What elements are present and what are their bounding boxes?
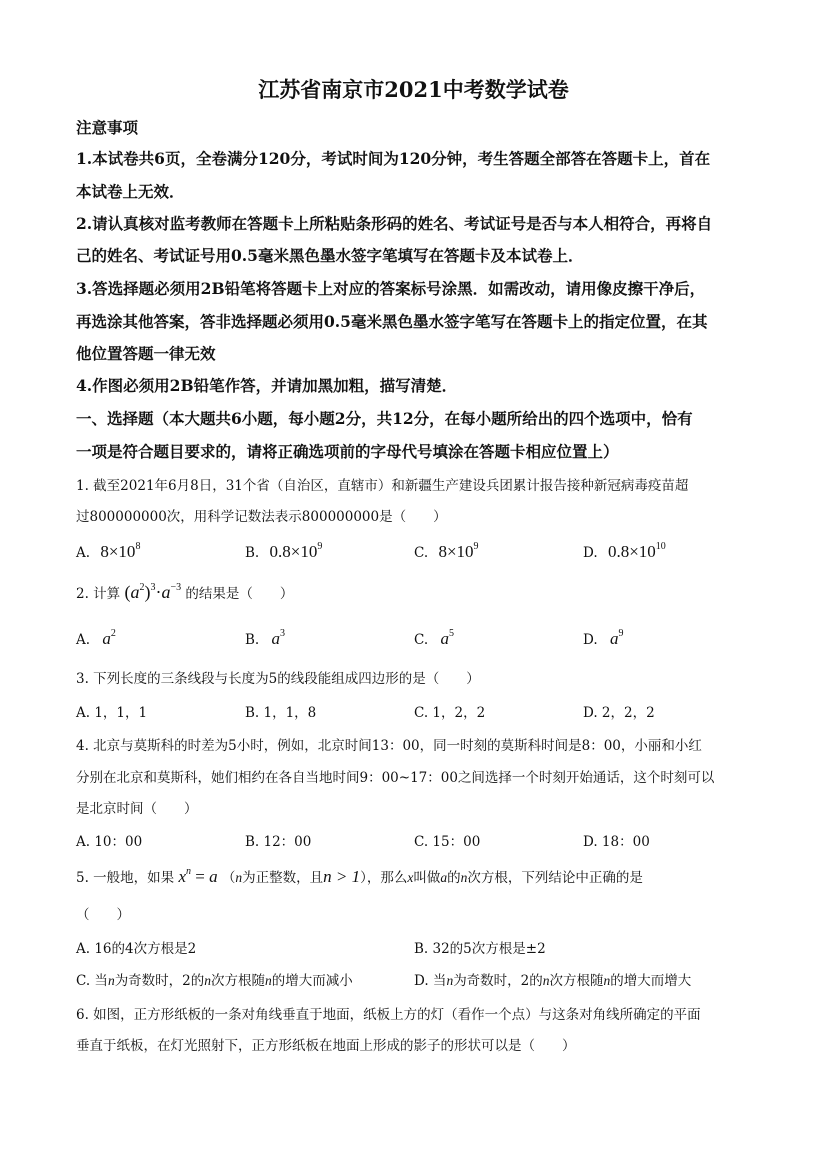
question-2-option-a: A. $a^2$ [76, 628, 116, 648]
question-2-option-d: D. $a^9$ [583, 628, 624, 648]
question-4-option-b: B. 12：00 [245, 834, 312, 850]
notice-heading: 注意事项 [76, 118, 139, 137]
question-2-stem: 2. 计算 $(a^2)^3\cdot a^{-3}$ 的结果是（ ） [76, 582, 294, 602]
note-4: 4.作图必须用2B铅笔作答，并请加黑加粗，描写清楚． [76, 376, 458, 395]
question-2-expression: $(a^2)^3\cdot a^{-3}$ [124, 582, 182, 602]
note-1-line-2: 本试卷上无效． [76, 182, 185, 201]
question-6-line-1: 6. 如图，正方形纸板的一条对角线垂直于地面，纸板上方的灯（看作一个点）与这条对角线所确定的平面 [76, 1007, 701, 1023]
question-4-line-3: 是北京时间（ ） [76, 801, 198, 817]
question-2-option-b: B. $a^3$ [245, 628, 286, 648]
note-3-line-2: 再选涂其他答案，答非选择题必须用0.5毫米黑色墨水签字笔写在答题卡上的指定位置，在其 [76, 312, 708, 331]
question-5-option-a: A. 16的4次方根是2 [76, 941, 197, 957]
page-title: 江苏省南京市2021中考数学试卷 [258, 77, 569, 102]
question-1-line-1: 1. 截至2021年6月8日，31个省（自治区，直辖市）和新疆生产建设兵团累计报告接种新冠病毒疫苗超 [76, 478, 689, 494]
question-1-option-b: B. $0.8\times 10^9$ [245, 541, 323, 561]
question-6-line-2: 垂直于纸板，在灯光照射下，正方形纸板在地面上形成的影子的形状可以是（ ） [76, 1038, 576, 1054]
question-2-option-c: C. $a^5$ [414, 628, 454, 648]
note-1-line-1: 1.本试卷共6页，全卷满分120分，考试时间为120分钟，考生答题全部答在答题卡上，首在 [76, 149, 711, 168]
question-3-option-c: C. 1，2，2 [414, 705, 486, 721]
question-3-stem: 3. 下列长度的三条线段与长度为5的线段能组成四边形的是（ ） [76, 671, 480, 687]
question-3-option-a: A. 1，1，1 [76, 705, 148, 721]
question-4-line-2: 分别在北京和莫斯科，她们相约在各自当地时间9：00~17：00之间选择一个时刻开始通话，这个时刻可以 [76, 770, 715, 786]
question-1-option-d: D. $0.8\times 10^{10}$ [583, 541, 666, 561]
question-1-line-2: 过800000000次，用科学记数法表示800000000是（ ） [76, 509, 447, 525]
question-1-option-c: C. $8\times 10^9$ [414, 541, 479, 561]
note-3-line-1: 3.答选择题必须用2B铅笔将答题卡上对应的答案标号涂黑．如需改动，请用像皮擦干净后， [76, 279, 706, 298]
question-4-line-1: 4. 北京与莫斯科的时差为5小时，例如，北京时间13：00，同一时刻的莫斯科时间是8：00，小丽和小红 [76, 738, 702, 754]
question-3-option-b: B. 1，1，8 [245, 705, 317, 721]
section-1-line-2: 一项是符合题目要求的，请将正确选项前的字母代号填涂在答题卡相应位置上） [76, 442, 619, 461]
question-4-option-d: D. 18：00 [583, 834, 650, 850]
note-2-line-2: 己的姓名、考试证号用0.5毫米黑色墨水签字笔填写在答题卡及本试卷上． [76, 246, 584, 265]
question-5-option-b: B. 32的5次方根是±2 [414, 941, 546, 957]
note-2-line-1: 2.请认真核对监考教师在答题卡上所粘贴条形码的姓名、考试证号是否与本人相符合，再将自 [76, 214, 713, 233]
question-4-option-a: A. 10：00 [76, 834, 143, 850]
question-5-paren: （ ） [76, 907, 130, 923]
question-1-option-a: A. $8\times 10^8$ [76, 541, 141, 561]
question-5-stem: 5. 一般地，如果 $x^n = a$ （n为正整数，且n > 1），那么x叫做a的n次方根，下列结论中正确的是 [76, 866, 643, 886]
question-5-option-d: D. 当n为奇数时，2的n次方根随n的增大而增大 [414, 973, 692, 989]
question-4-option-c: C. 15：00 [414, 834, 481, 850]
section-1-line-1: 一、选择题（本大题共6小题，每小题2分，共12分，在每小题所给出的四个选项中，恰有 [76, 409, 693, 428]
note-3-line-3: 他位置答题一律无效 [76, 344, 216, 363]
question-3-option-d: D. 2，2，2 [583, 705, 655, 721]
question-5-option-c: C. 当n为奇数时，2的n次方根随n的增大而减小 [76, 973, 353, 989]
